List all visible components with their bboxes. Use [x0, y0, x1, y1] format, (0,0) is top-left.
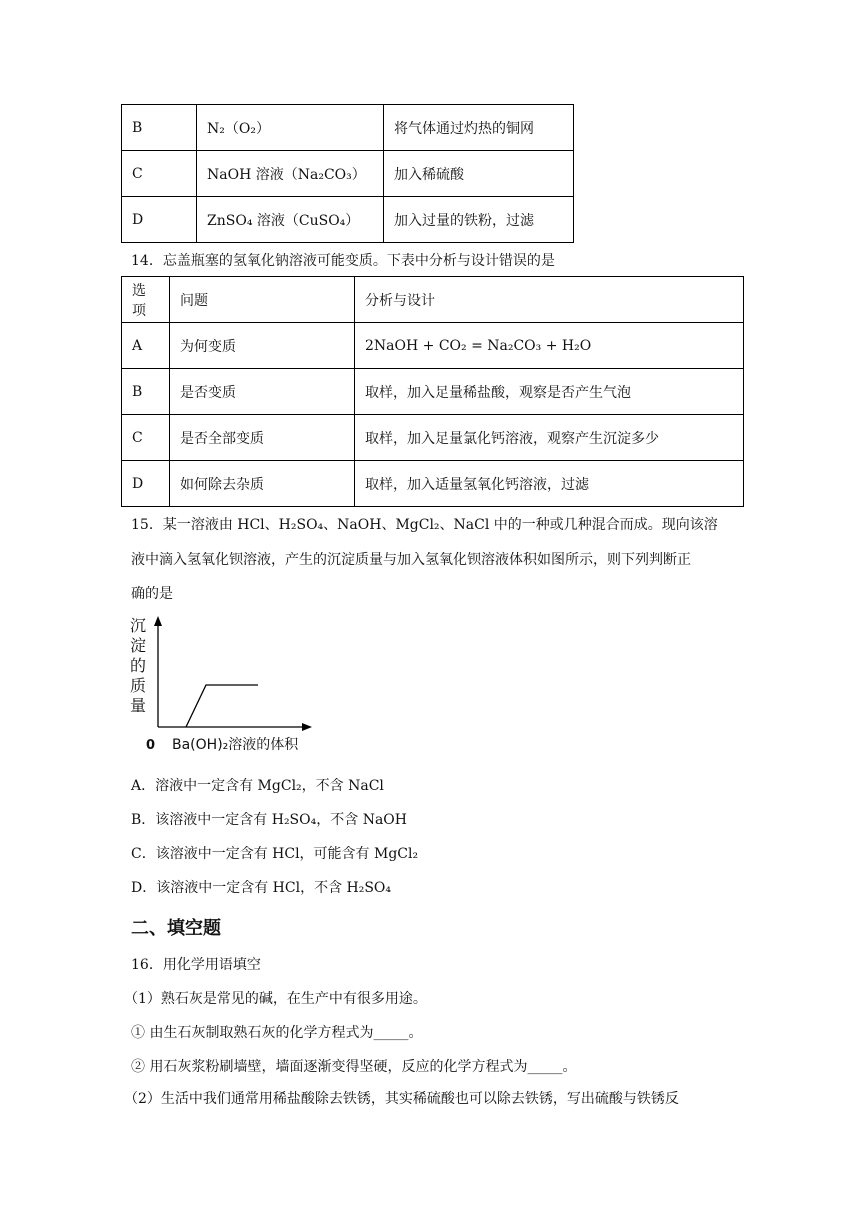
q16-sub1: ① 由生石灰制取熟石灰的化学方程式为_____。	[131, 1025, 423, 1041]
table-row	[122, 323, 744, 369]
table-row	[122, 415, 744, 461]
column-header: 问题	[170, 277, 355, 323]
section-title: 二、填空题	[131, 918, 221, 939]
q14-table	[121, 276, 744, 507]
q16-stem: 16．用化学用语填空	[131, 957, 261, 973]
option-b: B．该溶液中一定含有 H₂SO₄，不含 NaOH	[131, 812, 407, 828]
table-cell: C	[122, 415, 170, 461]
table-cell: D	[122, 197, 197, 243]
table-cell: D	[122, 461, 170, 507]
q16-sub2: ② 用石灰浆粉刷墙壁，墙面逐渐变得坚硬，反应的化学方程式为_____。	[131, 1059, 577, 1075]
table-cell: A	[122, 323, 170, 369]
table-row	[122, 461, 744, 507]
q16-part1: （1）熟石灰是常见的碱，在生产中有很多用途。	[124, 991, 427, 1007]
x-axis-label: Ba(OH)₂溶液的体积	[172, 737, 299, 753]
origin-label: 0	[146, 738, 156, 753]
table-cell: 如何除去杂质	[170, 461, 355, 507]
q16-part2: （2）生活中我们通常用稀盐酸除去铁锈，其实稀硫酸也可以除去铁锈，写出硫酸与铁锈反	[124, 1091, 679, 1107]
table-row	[122, 197, 574, 243]
table-cell: 取样，加入适量氢氧化钙溶液，过滤	[355, 461, 744, 507]
table-cell: B	[122, 369, 170, 415]
table-cell: 是否全部变质	[170, 415, 355, 461]
table-cell: 加入过量的铁粉，过滤	[384, 197, 574, 243]
table-cell: C	[122, 151, 197, 197]
q15-stem-line2: 液中滴入氢氧化钡溶液，产生的沉淀质量与加入氢氧化钡溶液体积如图所示，则下列判断正	[131, 552, 691, 568]
table-row	[122, 105, 574, 151]
q14-stem: 14．忘盖瓶塞的氢氧化钠溶液可能变质。下表中分析与设计错误的是	[131, 253, 555, 269]
column-header: 分析与设计	[355, 277, 744, 323]
option-a: A．溶液中一定含有 MgCl₂，不含 NaCl	[131, 778, 384, 794]
table-cell: 加入稀硫酸	[384, 151, 574, 197]
y-axis-label: 沉 淀 的 质 量	[130, 616, 147, 715]
option-c: C．该溶液中一定含有 HCl，可能含有 MgCl₂	[131, 846, 419, 862]
q15-stem-line1: 15．某一溶液由 HCl、H₂SO₄、NaOH、MgCl₂、NaCl 中的一种或几种混合而成。现向该溶	[131, 517, 718, 533]
table-header-row	[122, 277, 744, 323]
table-cell: 是否变质	[170, 369, 355, 415]
table-cell: 2NaOH + CO₂ = Na₂CO₃ + H₂O	[355, 323, 744, 369]
precipitate-graph	[126, 612, 316, 757]
table-cell: NaOH 溶液（Na₂CO₃）	[197, 151, 384, 197]
table-cell: 将气体通过灼热的铜网	[384, 105, 574, 151]
q15-stem-line3: 确的是	[131, 586, 173, 602]
table-row	[122, 369, 744, 415]
table-cell: 取样，加入足量稀盐酸，观察是否产生气泡	[355, 369, 744, 415]
q13-options-table	[121, 104, 574, 243]
option-d: D．该溶液中一定含有 HCl，不含 H₂SO₄	[131, 880, 392, 896]
table-cell: 为何变质	[170, 323, 355, 369]
table-cell: B	[122, 105, 197, 151]
column-header: 选项	[122, 277, 170, 323]
table-cell: 取样，加入足量氯化钙溶液，观察产生沉淀多少	[355, 415, 744, 461]
table-row	[122, 151, 574, 197]
table-cell: ZnSO₄ 溶液（CuSO₄）	[197, 197, 384, 243]
table-cell: N₂（O₂）	[197, 105, 384, 151]
